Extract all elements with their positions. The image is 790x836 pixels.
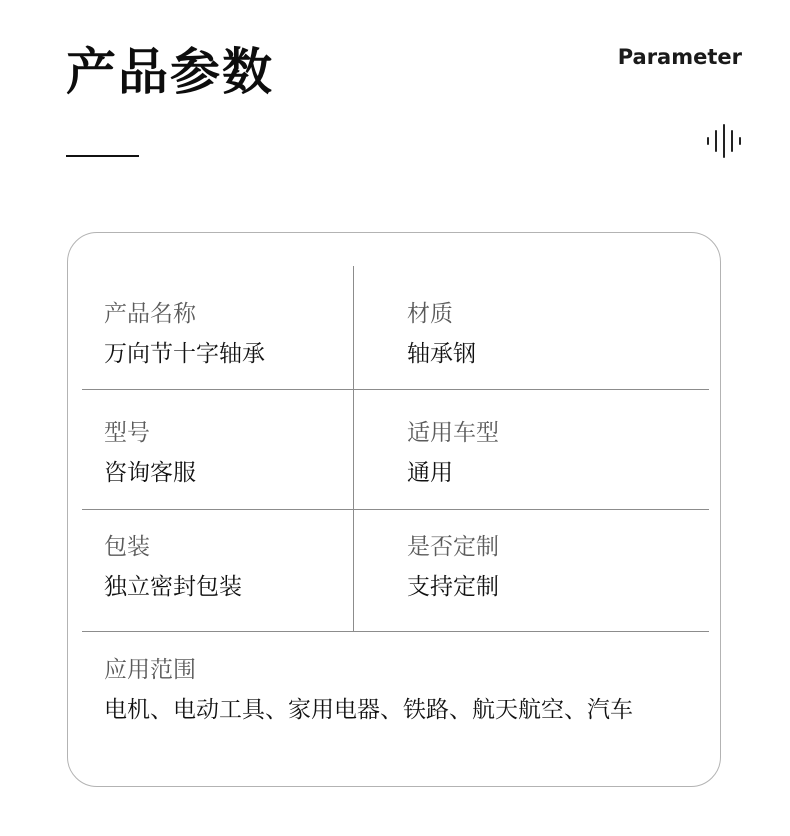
row-divider <box>82 389 709 390</box>
param-value-material: 轴承钢 <box>407 341 476 367</box>
param-value-product-name: 万向节十字轴承 <box>104 341 265 367</box>
page-subtitle: Parameter <box>617 45 742 69</box>
column-divider <box>353 266 354 631</box>
param-label-application: 应用范围 <box>104 657 196 683</box>
param-label-model: 型号 <box>104 420 150 446</box>
param-label-custom: 是否定制 <box>407 534 499 560</box>
param-label-vehicle: 适用车型 <box>407 420 499 446</box>
param-label-packaging: 包装 <box>104 534 150 560</box>
param-label-material: 材质 <box>407 301 453 327</box>
param-value-packaging: 独立密封包装 <box>104 574 242 600</box>
row-divider <box>82 631 709 632</box>
param-value-custom: 支持定制 <box>407 574 499 600</box>
row-divider <box>82 509 709 510</box>
param-value-model: 咨询客服 <box>104 460 196 486</box>
page-title: 产品参数 <box>66 43 274 101</box>
param-value-vehicle: 通用 <box>407 460 453 486</box>
sound-wave-icon <box>706 124 742 158</box>
title-underline <box>66 155 139 157</box>
param-label-product-name: 产品名称 <box>104 301 196 327</box>
param-value-application: 电机、电动工具、家用电器、铁路、航天航空、汽车 <box>104 697 633 723</box>
